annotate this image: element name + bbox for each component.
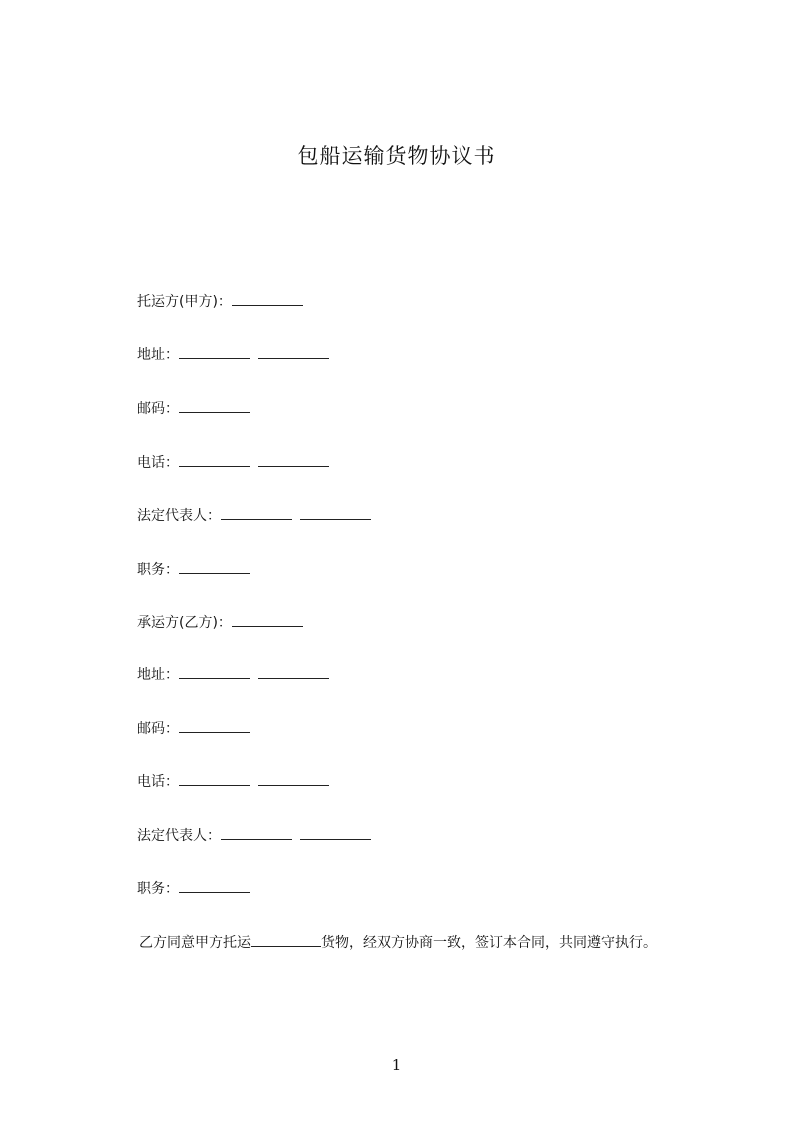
field-label: 电话： (137, 455, 179, 471)
fill-blank[interactable] (179, 718, 250, 733)
fill-blank[interactable] (179, 771, 250, 786)
field-carrier-position (137, 878, 250, 899)
field-label: 法定代表人： (137, 508, 221, 524)
paragraph-text-before: 乙方同意甲方托运 (139, 935, 251, 951)
fill-blank[interactable] (179, 398, 250, 413)
field-label: 电话： (137, 774, 179, 790)
fill-blank[interactable] (232, 612, 303, 627)
field-shipper-address (137, 344, 329, 365)
field-label: 法定代表人： (137, 828, 221, 844)
field-shipper-position (137, 559, 250, 580)
field-shipper (137, 291, 303, 312)
fill-blank[interactable] (232, 291, 303, 306)
field-label: 职务： (137, 881, 179, 897)
fill-blank[interactable] (179, 452, 250, 467)
fill-blank[interactable] (300, 505, 371, 520)
field-carrier-postcode (137, 718, 250, 739)
field-label: 地址： (137, 347, 179, 363)
fill-blank[interactable] (179, 559, 250, 574)
agreement-paragraph (103, 930, 703, 957)
fill-blank[interactable] (258, 664, 329, 679)
field-carrier-legal-rep (137, 825, 371, 846)
field-carrier-phone (137, 771, 329, 792)
fill-blank[interactable] (179, 664, 250, 679)
fill-blank[interactable] (221, 505, 292, 520)
field-label: 邮码： (137, 401, 179, 417)
fill-blank[interactable] (179, 344, 250, 359)
fill-blank[interactable] (258, 452, 329, 467)
field-shipper-postcode (137, 398, 250, 419)
fill-blank[interactable] (258, 771, 329, 786)
field-label: 承运方(乙方)： (137, 615, 232, 631)
paragraph-text-after: 货物，经双方协商一致，签订本合同，共同遵守执行。 (321, 935, 657, 951)
field-carrier-address (137, 664, 329, 685)
fill-blank[interactable] (179, 878, 250, 893)
fill-blank[interactable] (300, 825, 371, 840)
field-label: 地址： (137, 667, 179, 683)
fill-blank[interactable] (258, 344, 329, 359)
document-title: 包船运输货物协议书 (297, 144, 496, 168)
field-label: 托运方(甲方)： (137, 294, 232, 310)
page-number: 1 (391, 1056, 402, 1074)
field-shipper-phone (137, 452, 329, 473)
fill-blank[interactable] (221, 825, 292, 840)
goods-blank[interactable] (251, 932, 321, 947)
field-shipper-legal-rep (137, 505, 371, 526)
field-carrier (137, 612, 303, 633)
field-label: 邮码： (137, 721, 179, 737)
field-label: 职务： (137, 562, 179, 578)
